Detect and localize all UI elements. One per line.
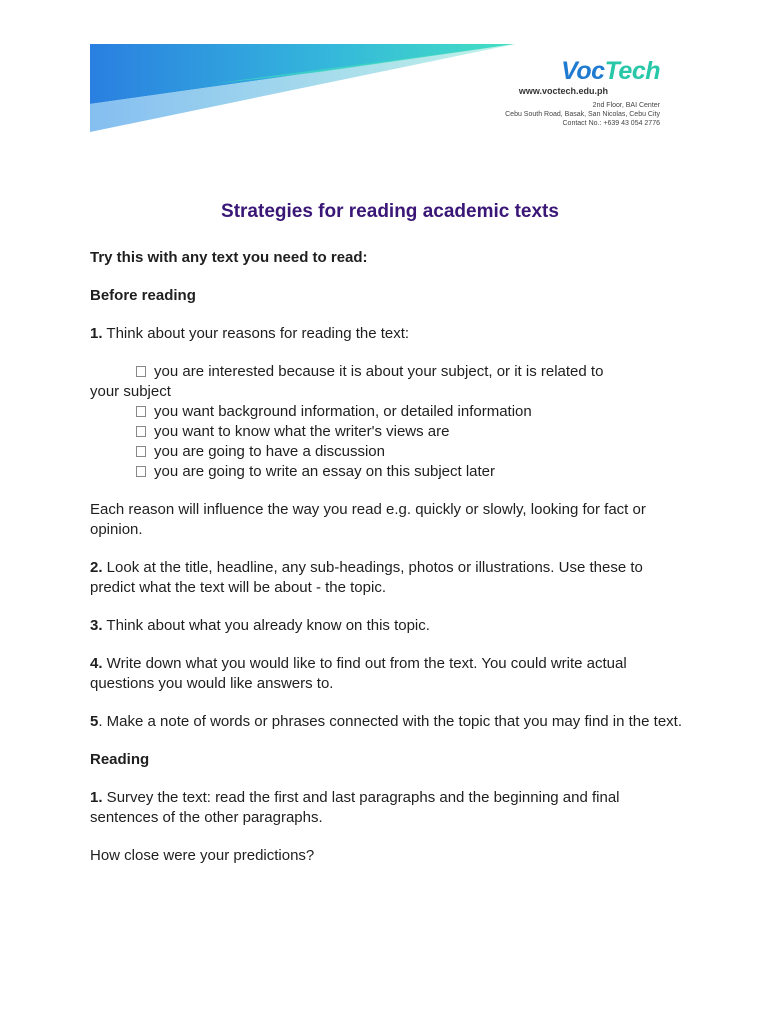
intro-line: Try this with any text you need to read: (90, 249, 368, 266)
list-item-text-continued: your subject (90, 383, 171, 400)
reading-heading: Reading (90, 751, 150, 768)
predictions-question: How close were your predictions? (90, 847, 315, 864)
step-text: Look at the title, headline, any sub-headings, photos or illustrations. Use these to predict what the text will be about - the topic. (90, 559, 643, 596)
step-number: 3. (90, 617, 103, 634)
list-item-text: you want to know what the writer's views are (154, 423, 450, 440)
company-info (470, 58, 660, 128)
list-item (136, 402, 690, 422)
step-number: 1. (90, 789, 103, 806)
checkbox-bullet-icon (136, 406, 146, 417)
step-number: 5 (90, 713, 99, 730)
step-text: . Make a note of words or phrases connected with the topic that you may find in the text. (98, 713, 682, 730)
list-item (136, 422, 690, 442)
list-item (136, 442, 690, 462)
step-text: Write down what you would like to find out from the text. You could write actual questions you would like answers to. (90, 655, 627, 692)
before-reading-heading: Before reading (90, 287, 196, 304)
checkbox-bullet-icon (136, 426, 146, 437)
checkbox-bullet-icon (136, 446, 146, 457)
voctech-logo (470, 58, 660, 84)
contact-line: Contact No.: +639 43 054 2776 (562, 120, 660, 127)
logo-text-voc: Voc (561, 57, 605, 85)
list-item (136, 462, 690, 482)
checkbox-bullet-icon (136, 466, 146, 477)
address-block (470, 101, 660, 128)
website-text: www.voctech.edu.ph (518, 86, 608, 96)
address-line: Cebu South Road, Basak, San Nicolas, Cebu City (505, 111, 660, 118)
document-body (90, 198, 690, 866)
influence-paragraph: Each reason will influence the way you read e.g. quickly or slowly, looking for fact or opinion. (90, 501, 646, 538)
step-3 (90, 616, 690, 636)
letterhead (0, 0, 768, 150)
list-item-text: you want background information, or detailed information (154, 403, 532, 420)
document-title: Strategies for reading academic texts (221, 201, 559, 222)
step-text: Think about what you already know on this topic. (102, 617, 430, 634)
step-number: 1. (90, 325, 103, 342)
step-5 (90, 712, 690, 732)
step-text: Think about your reasons for reading the text: (102, 325, 410, 342)
address-line: 2nd Floor, BAI Center (592, 102, 660, 109)
letterhead-banner (90, 44, 520, 134)
list-item (90, 362, 690, 402)
list-item-text: you are going to write an essay on this subject later (154, 463, 496, 480)
list-item-text: you are interested because it is about your subject, or it is related to (154, 363, 604, 380)
reading-step-1 (90, 788, 690, 828)
checkbox-bullet-icon (136, 366, 146, 377)
step-number: 2. (90, 559, 103, 576)
reasons-list (90, 362, 690, 482)
step-1 (90, 324, 690, 344)
step-number: 4. (90, 655, 103, 672)
step-2 (90, 558, 690, 598)
list-item-text: you are going to have a discussion (154, 443, 385, 460)
logo-text-tech: Tech (604, 57, 660, 85)
step-text: Survey the text: read the first and last paragraphs and the beginning and final sentences of the other paragraphs. (90, 789, 620, 826)
step-4 (90, 654, 690, 694)
